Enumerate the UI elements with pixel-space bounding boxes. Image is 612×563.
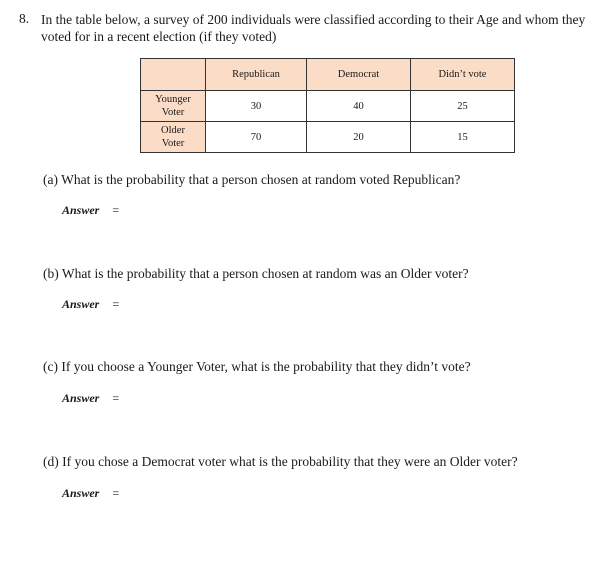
row-label-line: Voter bbox=[161, 138, 185, 149]
table-cell: 20 bbox=[307, 122, 411, 153]
survey-table bbox=[140, 58, 515, 153]
equals-sign: = bbox=[112, 391, 120, 405]
answer-label: Answer bbox=[62, 486, 100, 500]
row-label-line: Voter bbox=[161, 107, 185, 118]
table-cell: 40 bbox=[307, 91, 411, 122]
question-c: (c) If you choose a Younger Voter, what is the probability that they didn’t vote? bbox=[43, 359, 471, 374]
row-label-line: Younger bbox=[155, 94, 191, 105]
column-header-democrat: Democrat bbox=[307, 59, 411, 91]
table-cell: 15 bbox=[411, 122, 515, 153]
answer-a bbox=[62, 203, 119, 218]
answer-c bbox=[62, 391, 119, 406]
table-cell: 30 bbox=[206, 91, 307, 122]
equals-sign: = bbox=[112, 486, 120, 500]
table-cell: 70 bbox=[206, 122, 307, 153]
table-row bbox=[141, 122, 515, 153]
answer-label: Answer bbox=[62, 391, 100, 405]
column-header-didnt-vote: Didn’t vote bbox=[411, 59, 515, 91]
question-d: (d) If you chose a Democrat voter what is the probability that they were an Older voter? bbox=[43, 454, 518, 469]
row-label-line: Older bbox=[161, 125, 185, 136]
equals-sign: = bbox=[112, 297, 120, 311]
row-label-older-voter bbox=[141, 122, 206, 153]
answer-label: Answer bbox=[62, 297, 100, 311]
column-header-republican: Republican bbox=[206, 59, 307, 91]
corner-cell bbox=[141, 59, 206, 91]
answer-b bbox=[62, 297, 119, 312]
question-b: (b) What is the probability that a person chosen at random was an Older voter? bbox=[43, 266, 469, 281]
table-header-row bbox=[141, 59, 515, 91]
row-label-younger-voter bbox=[141, 91, 206, 122]
table-cell: 25 bbox=[411, 91, 515, 122]
equals-sign: = bbox=[112, 203, 120, 217]
problem-number: 8. bbox=[19, 11, 30, 26]
answer-d bbox=[62, 486, 119, 501]
answer-label: Answer bbox=[62, 203, 100, 217]
table-row bbox=[141, 91, 515, 122]
problem-statement: In the table below, a survey of 200 individuals were classified according to their Age and whom they voted for in a recent election (if they voted) bbox=[41, 12, 586, 44]
question-a: (a) What is the probability that a person chosen at random voted Republican? bbox=[43, 172, 461, 187]
